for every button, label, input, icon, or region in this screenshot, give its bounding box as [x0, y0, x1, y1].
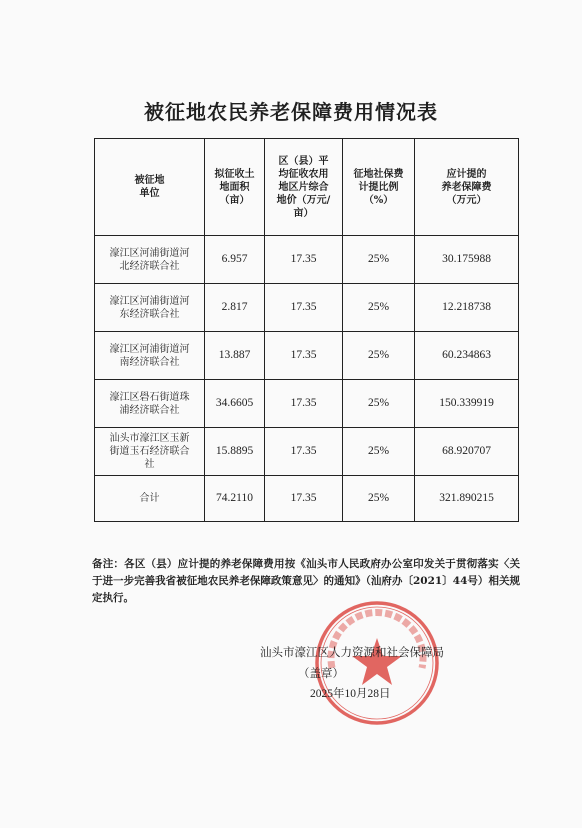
table-total-row: [95, 476, 519, 522]
cell-price: 17.35: [265, 380, 343, 428]
cell-ratio: 25%: [343, 380, 415, 428]
cell-fee: 150.339919: [415, 380, 519, 428]
table-row: [95, 236, 519, 284]
signature-block: [260, 642, 520, 705]
cell-ratio: 25%: [343, 284, 415, 332]
total-area: 74.2110: [205, 476, 265, 522]
table-header-row: [95, 139, 519, 236]
header-unit: 被征地 单位: [95, 139, 205, 236]
cell-unit: 濠江区河浦街道河 北经济联合社: [95, 236, 205, 284]
cell-unit: 汕头市濠江区玉新 街道玉石经济联合 社: [95, 428, 205, 476]
cell-fee: 60.234863: [415, 332, 519, 380]
header-area: 拟征收土 地面积 （亩）: [205, 139, 265, 236]
cell-price: 17.35: [265, 428, 343, 476]
cell-area: 13.887: [205, 332, 265, 380]
cell-fee: 12.218738: [415, 284, 519, 332]
header-fee: 应计提的 养老保障费 （万元）: [415, 139, 519, 236]
cell-fee: 30.175988: [415, 236, 519, 284]
cell-area: 34.6605: [205, 380, 265, 428]
pension-fee-table: [94, 138, 519, 522]
cell-price: 17.35: [265, 236, 343, 284]
cell-unit: 濠江区河浦街道河 南经济联合社: [95, 332, 205, 380]
total-label: 合计: [95, 476, 205, 522]
total-ratio: 25%: [343, 476, 415, 522]
total-price: 17.35: [265, 476, 343, 522]
remark-note: 备注：各区（县）应计提的养老保障费用按《汕头市人民政府办公室印发关于贯彻落实〈关于进一步完善我省被征地农民养老保障政策意见〉的通知》（汕府办〔2021〕44号）相关规定执行。: [92, 558, 520, 604]
cell-ratio: 25%: [343, 428, 415, 476]
header-ratio: 征地社保费 计提比例 （%）: [343, 139, 415, 236]
cell-area: 2.817: [205, 284, 265, 332]
cell-ratio: 25%: [343, 332, 415, 380]
cell-unit: 濠江区河浦街道河 东经济联合社: [95, 284, 205, 332]
page-title: 被征地农民养老保障费用情况表: [144, 100, 438, 124]
cell-area: 6.957: [205, 236, 265, 284]
signing-organization: 汕头市濠江区人力资源和社会保障局: [260, 645, 444, 659]
table-row: [95, 380, 519, 428]
header-price: 区（县）平 均征收农用 地区片综合 地价（万元/ 亩）: [265, 139, 343, 236]
cell-price: 17.35: [265, 284, 343, 332]
table-row: [95, 428, 519, 476]
cell-price: 17.35: [265, 332, 343, 380]
cell-ratio: 25%: [343, 236, 415, 284]
table-row: [95, 284, 519, 332]
seal-note: （盖章）: [298, 666, 344, 680]
cell-unit: 濠江区礐石街道珠 浦经济联合社: [95, 380, 205, 428]
cell-area: 15.8895: [205, 428, 265, 476]
signature-date: 2025年10月28日: [310, 688, 391, 700]
cell-fee: 68.920707: [415, 428, 519, 476]
table-row: [95, 332, 519, 380]
total-fee: 321.890215: [415, 476, 519, 522]
